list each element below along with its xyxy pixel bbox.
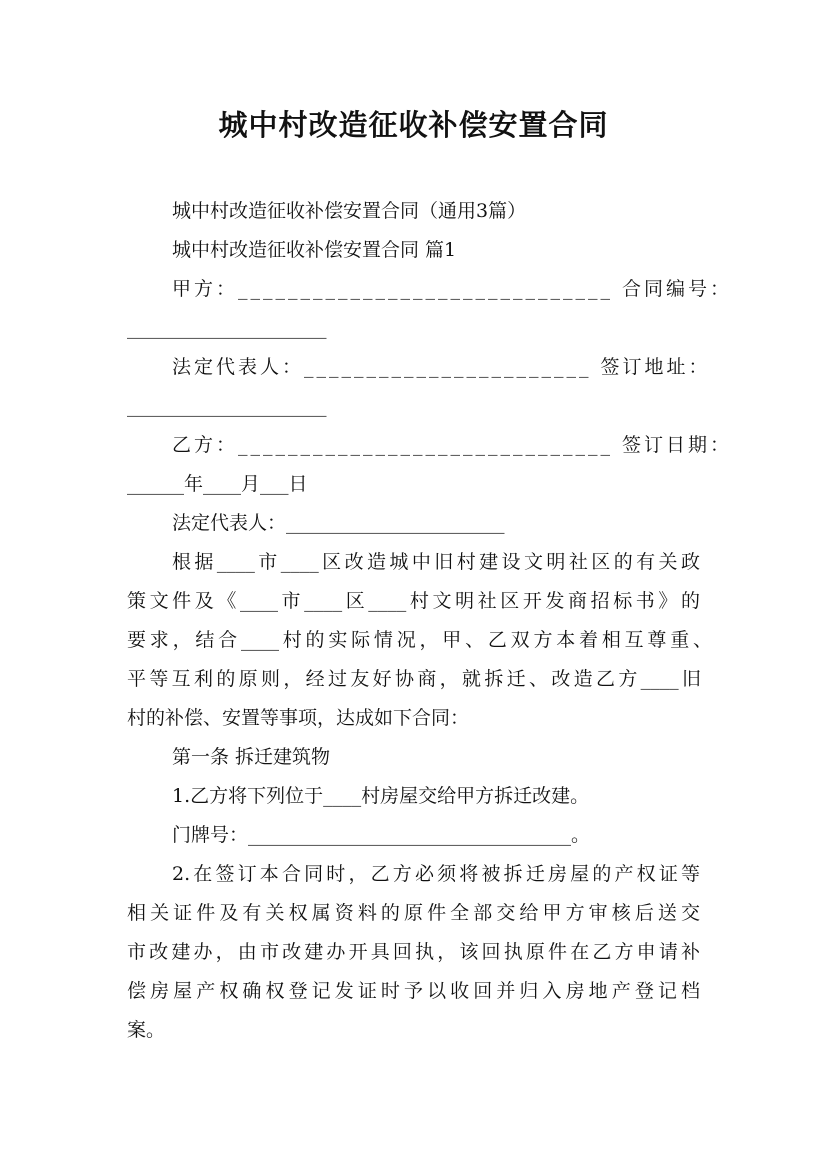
paragraph-line: 根据____市____区改造城中旧村建设文明社区的有关政	[172, 551, 700, 573]
paragraph-line: 村的补偿、安置等事项，达成如下合同：	[127, 707, 470, 729]
party-b-line: 乙方：______________________________ 签订日期：	[172, 434, 733, 456]
legal-rep-a-line: 法定代表人：_______________________ 签订地址：	[172, 356, 711, 378]
party-a-line: 甲方：______________________________ 合同编号：	[172, 278, 733, 300]
clause-line: 2.在签订本合同时，乙方必须将被拆迁房屋的产权证等	[172, 863, 700, 885]
contract-number-blank: _____________________	[127, 317, 327, 339]
section-heading: 城中村改造征收补偿安置合同 篇1	[172, 239, 457, 261]
legal-rep-b-line: 法定代表人：_______________________	[172, 512, 505, 534]
clause-line: 市改建办，由市改建办开具回执，该回执原件在乙方申请补	[127, 941, 700, 963]
paragraph-line: 要求，结合____村的实际情况，甲、乙双方本着相互尊重、	[127, 629, 712, 651]
article-heading: 第一条 拆迁建筑物	[172, 746, 331, 768]
clause-line: 偿房屋产权确权登记发证时予以收回并归入房地产登记档	[127, 980, 700, 1002]
document-title: 城中村改造征收补偿安置合同	[218, 108, 609, 142]
paragraph-line: 策文件及《____市____区____村文明社区开发商招标书》的	[127, 590, 700, 612]
clause-line: 1.乙方将下列位于____村房屋交给甲方拆迁改建。	[172, 785, 590, 807]
door-number-line: 门牌号：__________________________________。	[172, 824, 591, 846]
clause-line: 相关证件及有关权属资料的原件全部交给甲方审核后送交	[127, 902, 700, 924]
subtitle-line: 城中村改造征收补偿安置合同（通用3篇）	[172, 200, 527, 222]
paragraph-line: 平等互利的原则，经过友好协商，就拆迁、改造乙方____旧	[127, 668, 701, 690]
signing-address-blank: _____________________	[127, 395, 327, 417]
clause-line: 案。	[127, 1019, 166, 1041]
signing-date-blank: ______年____月___日	[127, 473, 308, 495]
